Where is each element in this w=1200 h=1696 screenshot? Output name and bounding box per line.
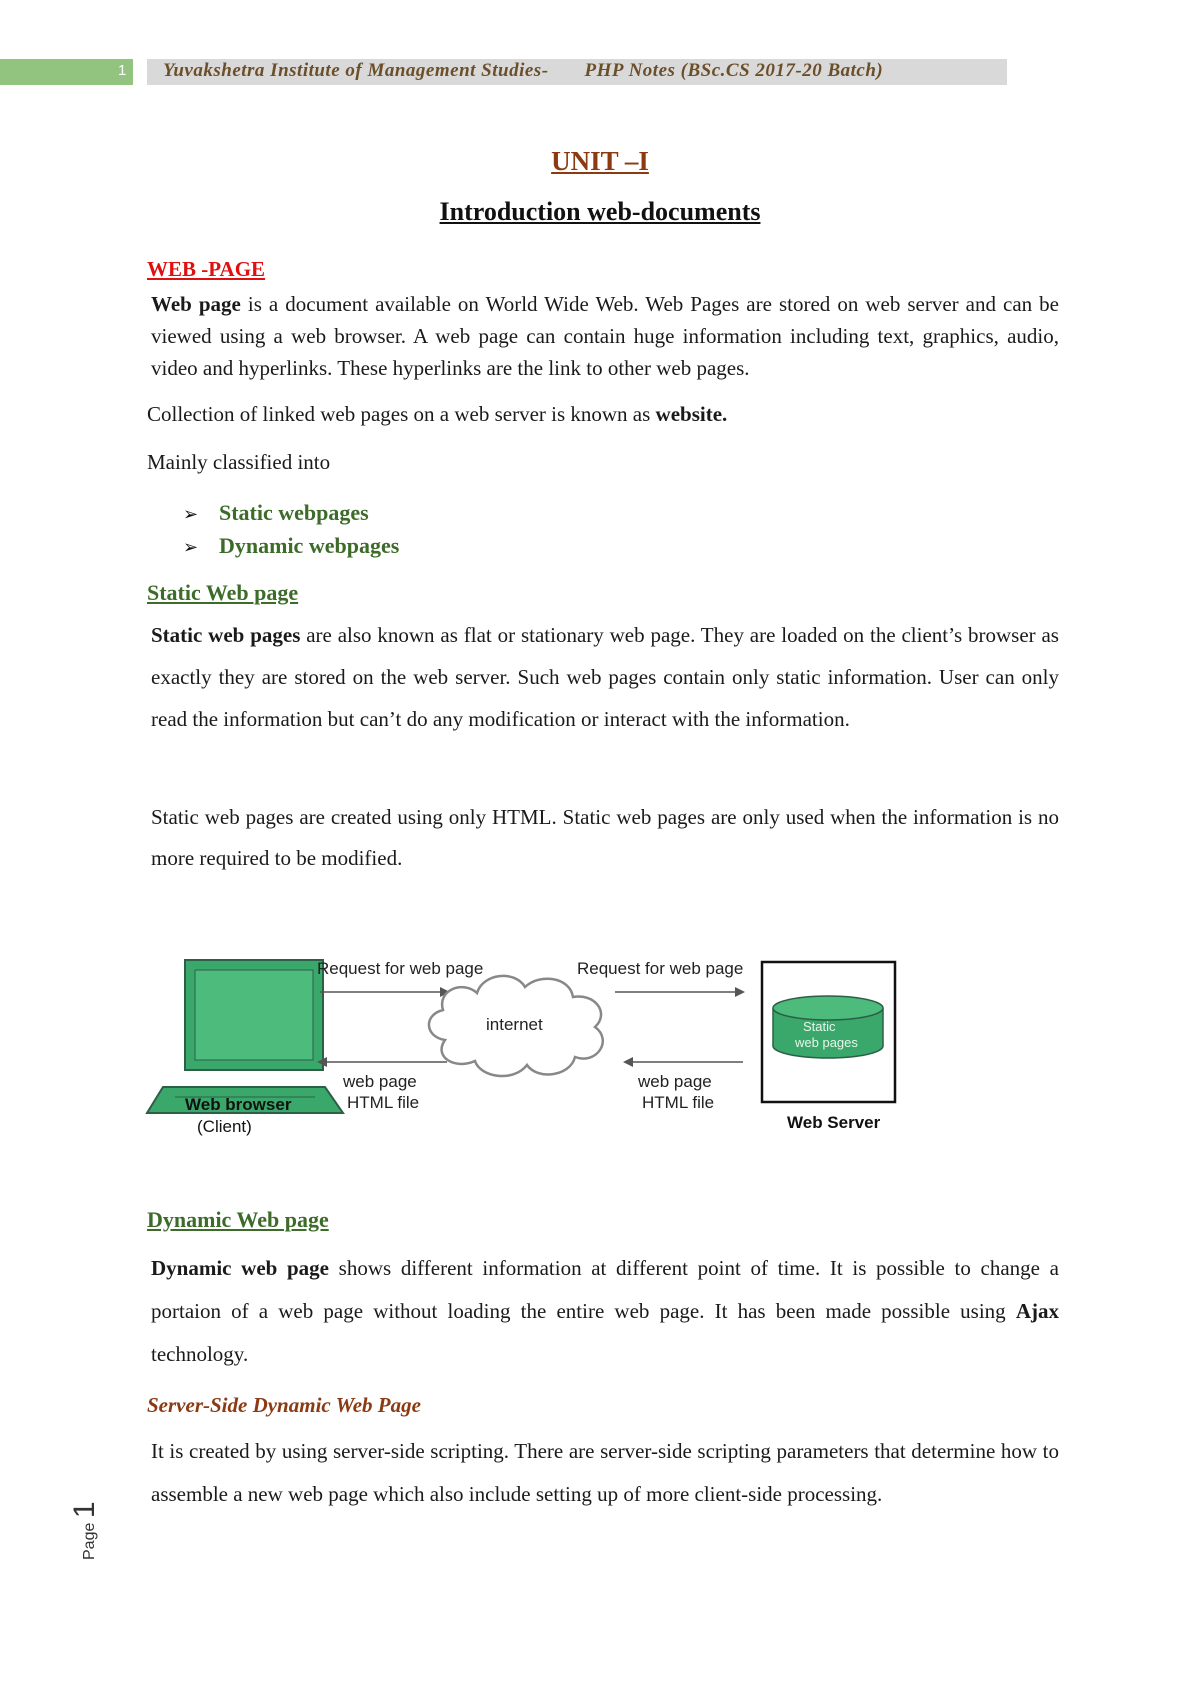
browser-label: Web browser [185,1095,292,1114]
response-right-line2: HTML file [642,1093,715,1112]
static-definition: are also known as flat or stationary web page. They are loaded on the client’s browser as exactly they are stored on the web server. Such web pages contain only static information. User can only read the information but can’t do any modification or interact with the information. [151,623,1059,731]
header-text [163,60,883,82]
header-page-number: 1 [118,62,127,79]
page-footer [68,1501,102,1560]
header-accent-bar [0,59,133,85]
static-paragraph-2: Static web pages are created using only HTML. Static web pages are only used when the information is no more required to be modified. [151,805,1059,870]
laptop-icon [147,960,343,1113]
client-server-diagram [145,945,995,1150]
dynamic-definition: shows different information at different point of time. It is possible to change a portaion of a web page without loading the entire web page. It has been made possible using [151,1256,1059,1323]
web-page-heading: WEB -PAGE [147,257,266,281]
arrow-bullet-icon: ➢ [183,504,199,524]
static-heading: Static Web page [147,580,299,605]
header-course: PHP Notes (BSc.CS 2017-20 Batch) [584,60,884,81]
website-text: Collection of linked web pages on a web server is known as [147,402,656,426]
db-label-line1: Static [803,1019,836,1034]
unit-title: UNIT –I [551,146,649,176]
list-item [183,496,399,529]
ajax-term: Ajax [1015,1299,1059,1323]
classified-into: Mainly classified into [147,450,331,474]
list-item-label: Static webpages [219,500,369,525]
response-left-line2: HTML file [347,1093,420,1112]
server-side-heading: Server-Side Dynamic Web Page [147,1393,421,1417]
right-arrow-icon [615,987,745,997]
header-institute: Yuvakshetra Institute of Management Studies- [163,60,549,81]
dynamic-end: technology. [151,1342,249,1366]
list-item-label: Dynamic webpages [219,533,400,558]
request-label-left: Request for web page [317,959,484,978]
webpage-types-list [183,496,399,562]
list-item [183,529,399,562]
response-right-line1: web page [638,1072,712,1091]
internet-label: internet [486,1015,543,1034]
dynamic-paragraph [151,1247,1059,1376]
dynamic-term: Dynamic web page [151,1256,329,1280]
request-label-right: Request for web page [577,959,744,978]
web-page-paragraph [151,288,1059,384]
server-label: Web Server [787,1113,881,1132]
page-label: Page [81,1522,98,1560]
server-side-paragraph: It is created by using server-side scripting. There are server-side scripting parameters that determine how to assemble a new web page which also include setting up of more client-side processing. [151,1439,1059,1506]
client-label: (Client) [197,1117,252,1136]
left-arrow-icon [623,1057,743,1067]
response-left-line1: web page [343,1072,417,1091]
document-title: Introduction web-documents [439,197,761,226]
static-paragraph-1 [151,614,1059,740]
web-page-term: Web page [151,292,241,316]
right-arrow-icon [320,987,450,997]
website-term: website. [655,402,728,426]
website-definition [147,402,727,427]
web-page-definition: is a document available on World Wide Web. Web Pages are stored on web server and can be viewed using a web browser. A web page can contain huge information including text, graphics, audio, video and hyperlinks. These hyperlinks are the link to other web pages. [151,292,1060,380]
arrow-bullet-icon: ➢ [183,537,199,557]
static-term: Static web pages [151,623,301,647]
left-arrow-icon [317,1057,447,1067]
page-number: 1 [68,1501,101,1519]
dynamic-heading: Dynamic Web page [147,1207,329,1232]
db-label-line2: web pages [795,1035,858,1050]
